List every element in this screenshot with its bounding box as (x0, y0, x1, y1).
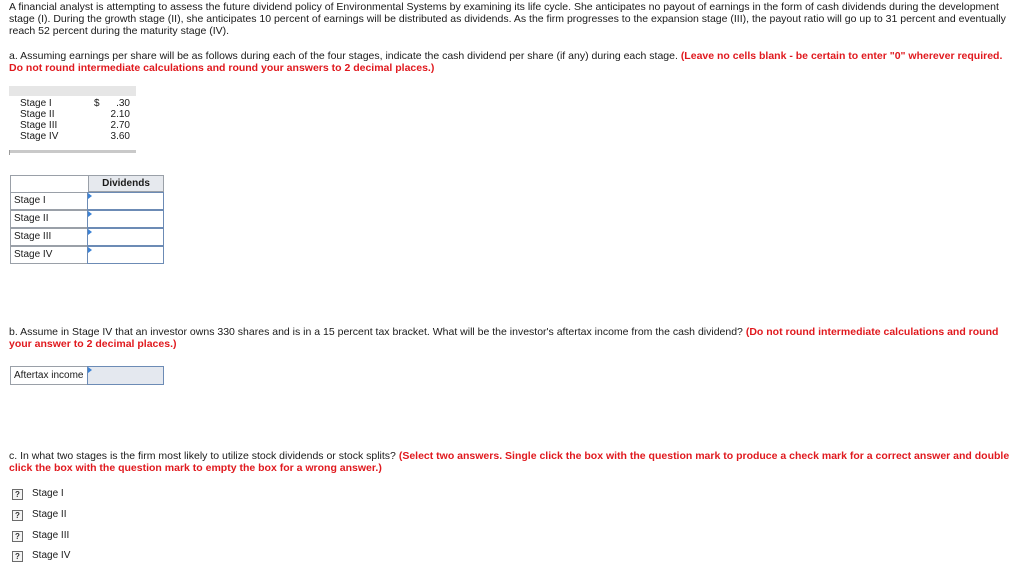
eps-value: 2.70 (110, 120, 130, 131)
eps-table (9, 86, 136, 153)
eps-stage-label: Stage II (20, 109, 55, 120)
dividends-table-corner (10, 175, 88, 192)
eps-value: 2.10 (110, 109, 130, 120)
eps-stage-label: Stage IV (20, 131, 59, 142)
answer-flag-icon (88, 367, 92, 373)
dividends-stage-label: Stage IV (10, 246, 88, 264)
part-b-question-block (9, 326, 1017, 350)
aftertax-income-row (10, 366, 164, 385)
dividends-row-stage-4 (10, 246, 164, 264)
stage-option-label: Stage II (32, 509, 67, 520)
eps-stage-label: Stage I (20, 98, 52, 109)
stage-option-label: Stage III (32, 530, 70, 541)
eps-currency: $ (94, 98, 100, 109)
dividends-row-stage-2 (10, 210, 164, 228)
part-c-question: c. In what two stages is the firm most likely to utilize stock dividends or stock splits? (9, 450, 396, 462)
answer-flag-icon (88, 211, 92, 217)
answer-flag-icon (88, 193, 92, 199)
answer-flag-icon (88, 229, 92, 235)
eps-row (20, 109, 130, 120)
eps-table-divider (9, 150, 10, 155)
eps-value: .30 (116, 98, 130, 109)
eps-value: 3.60 (110, 131, 130, 142)
dividends-row-stage-3 (10, 228, 164, 246)
part-a-question: a. Assuming earnings per share will be as follows during each of the four stages, indicate the cash dividend per share (if any) during each stage. (9, 50, 678, 62)
part-a-question-block (9, 50, 1017, 74)
problem-intro: A financial analyst is attempting to assess the future dividend policy of Environmental Systems by examining its life cycle. She anticipates no payout of earnings in the form of cash dividends during the development stage (I). During the growth stage (II), she anticipates 10 percent of earnings will be distributed as dividends. As the firm progresses to the expansion stage (III), the payout ratio will go up to 31 percent and eventually reach 52 percent during the maturity stage (IV). (9, 1, 1006, 37)
eps-row (20, 120, 130, 131)
part-a-instruction: (Leave no cells blank - be certain to enter "0" wherever required. Do not round intermediate calculations and round your answers to 2 decimal places.) (9, 50, 1003, 74)
dividend-input-stage-4[interactable] (87, 246, 164, 264)
part-c-question-block (9, 450, 1017, 474)
part-b-question: b. Assume in Stage IV that an investor owns 330 shares and is in a 15 percent tax bracket. What will be the investor's aftertax income from the cash dividend? (9, 326, 743, 338)
dividend-input-stage-2[interactable] (87, 210, 164, 228)
question-mark-checkbox[interactable]: ? (12, 531, 23, 542)
stage-option-label: Stage IV (32, 550, 71, 561)
eps-row (20, 131, 130, 142)
dividends-stage-label: Stage I (10, 192, 88, 210)
dividends-stage-label: Stage III (10, 228, 88, 246)
question-mark-checkbox[interactable]: ? (12, 489, 23, 500)
eps-row (20, 98, 130, 109)
eps-stage-label: Stage III (20, 120, 58, 131)
stage-option-label: Stage I (32, 488, 64, 499)
eps-table-header-bar (9, 86, 136, 96)
aftertax-income-label: Aftertax income (10, 366, 88, 385)
eps-table-footer-bar (9, 150, 136, 153)
answer-flag-icon (88, 247, 92, 253)
question-mark-checkbox[interactable]: ? (12, 551, 23, 562)
part-b-instruction: (Do not round intermediate calculations and round your answer to 2 decimal places.) (9, 326, 999, 350)
part-c-instruction: (Select two answers. Single click the box with the question mark to produce a check mark for a correct answer and double click the box with the question mark to empty the box for a wrong answer.) (9, 450, 1010, 474)
aftertax-income-input[interactable] (87, 366, 164, 385)
dividend-input-stage-1[interactable] (87, 192, 164, 210)
dividends-column-header: Dividends (88, 175, 164, 192)
dividends-row-stage-1 (10, 192, 164, 210)
dividend-input-stage-3[interactable] (87, 228, 164, 246)
question-mark-checkbox[interactable]: ? (12, 510, 23, 521)
dividends-stage-label: Stage II (10, 210, 88, 228)
